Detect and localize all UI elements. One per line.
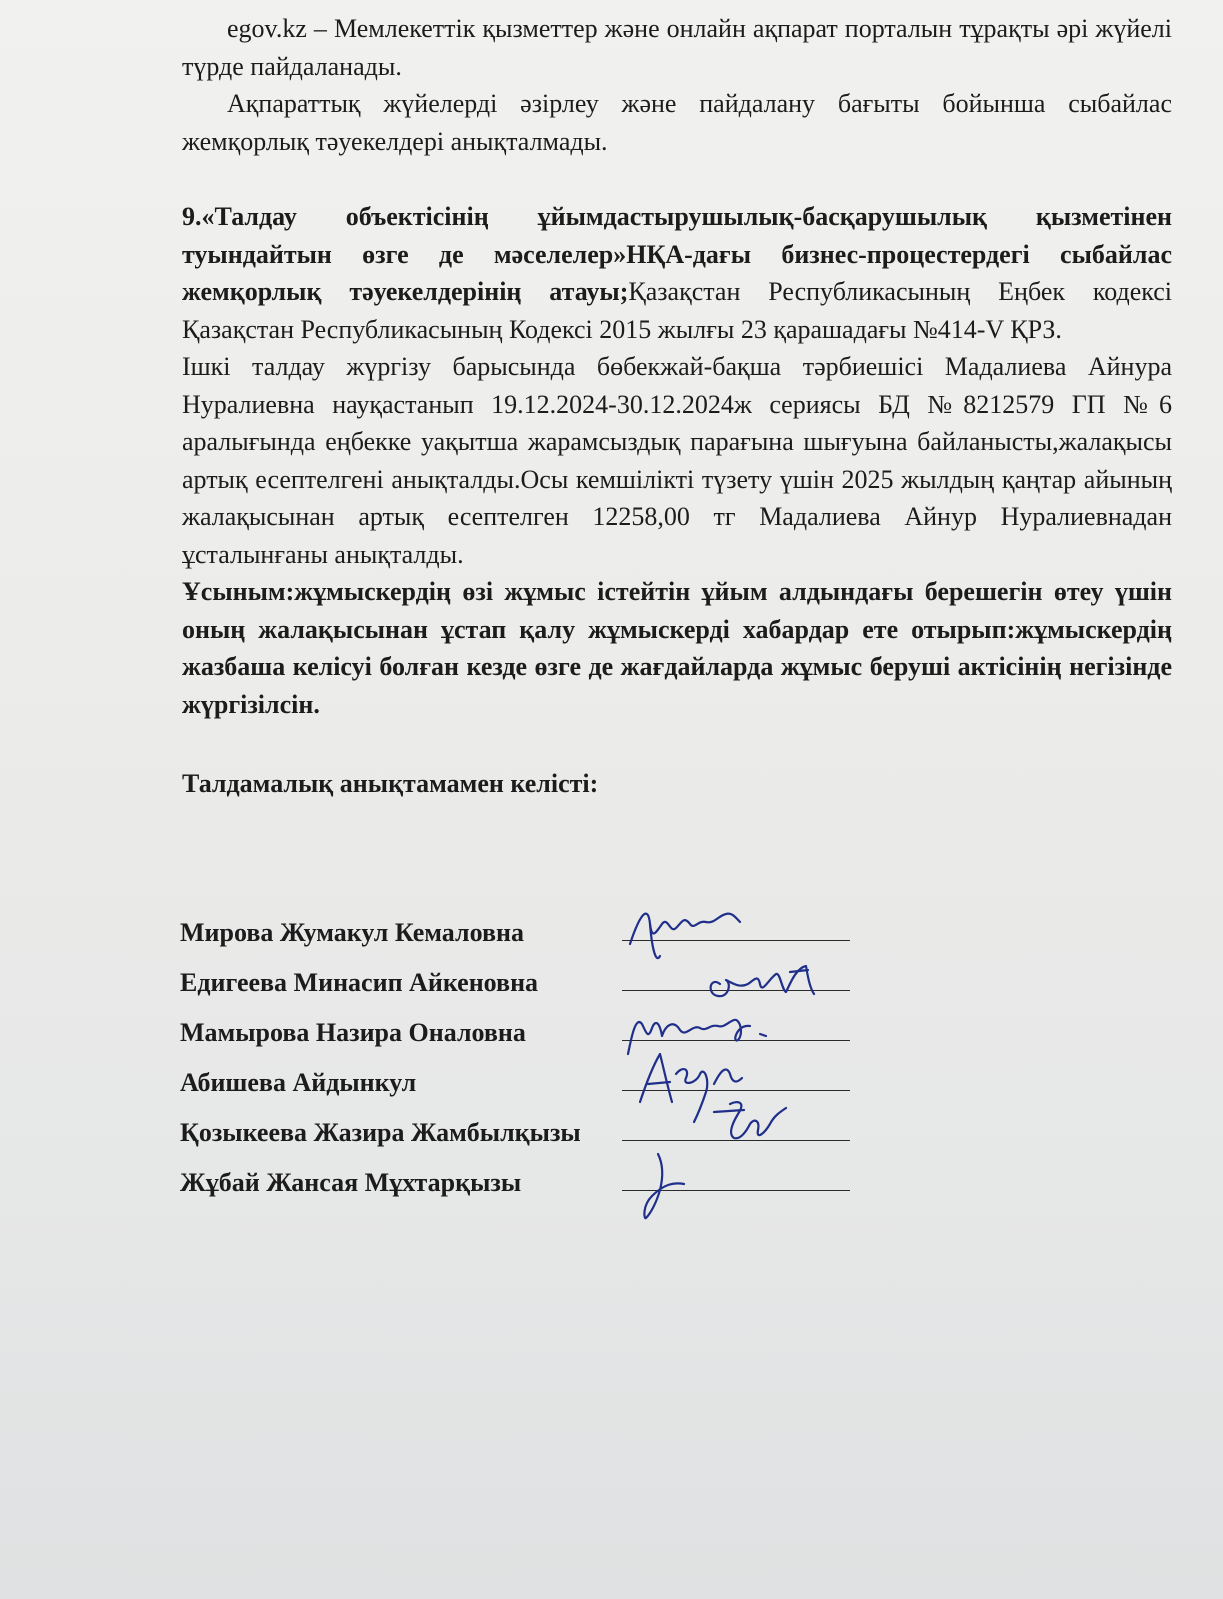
spacer	[182, 160, 1172, 198]
section-9-title: 9.«Талдау объектісінің ұйымдастырушылық-басқарушылық қызметінен туындайтын өзге де мәселелер»НҚА-дағы бизнес-процестердегі сыбайлас жемқорлық тәуекелдерінің атауы;	[182, 202, 1172, 306]
handwritten-signature	[610, 1144, 870, 1224]
signer-row	[180, 1164, 880, 1214]
document-body	[182, 10, 1172, 803]
signer-name: Мамырова Назира Оналовна	[180, 1018, 526, 1047]
signer-name: Мирова Жумакул Кемаловна	[180, 918, 524, 947]
paragraph-info-systems: Ақпараттық жүйелерді әзірлеу және пайдалану бағыты бойынша сыбайлас жемқорлық тәуекелдері анықталмады.	[182, 89, 1172, 156]
signer-name: Қозыкеева Жазира Жамбылқызы	[180, 1118, 581, 1147]
section-9-paragraph	[182, 198, 1172, 348]
spacer	[182, 723, 1172, 765]
agreement-heading: Талдамалық анықтамамен келісті:	[182, 769, 599, 798]
signer-name: Едигеева Минасип Айкеновна	[180, 968, 539, 997]
signer-name: Абишева Айдынкул	[180, 1068, 417, 1097]
signature-block	[180, 914, 880, 1214]
paragraph-findings: Ішкі талдау жүргізу барысында бөбекжай-бақша тәрбиешісі Мадалиева Айнура Нуралиевна науқастанып 19.12.2024-30.12.2024ж сериясы БД №8212579 ГП №6 аралығында еңбекке уақытша жарамсыздық парағына шығуына байланысты,жалақысы артық есептелгені анықталды.Осы кемшілікті түзету үшін 2025 жылдың қаңтар айының жалақысынан артық есептелген 12258,00 тг Мадалиева Айнур Нуралиевнадан ұсталынғаны анықталды.	[182, 352, 1172, 569]
paragraph-egov: egov.kz – Мемлекеттік қызметтер және онлайн ақпарат порталын тұрақты әрі жүйелі түрде пайдаланады.	[182, 14, 1172, 81]
signer-name: Жұбай Жансая Мұхтарқызы	[180, 1168, 522, 1197]
paragraph-recommendation: Ұсыным:жұмыскердің өзі жұмыс істейтін ұйым алдындағы берешегін өтеу үшін оның жалақысынан ұстап қалу жұмыскерді хабардар ете отырып:жұмыскердің жазбаша келісуі болған кезде өзге де жағдайларда жұмыс беруші актісінің негізінде жүргізілсін.	[182, 577, 1172, 719]
section-9-law-reference: Қазақстан Республикасының Еңбек кодексі Қазақстан Республикасының Кодексі 2015 жылғы 23 қарашадағы №414-V ҚРЗ.	[182, 277, 1173, 344]
